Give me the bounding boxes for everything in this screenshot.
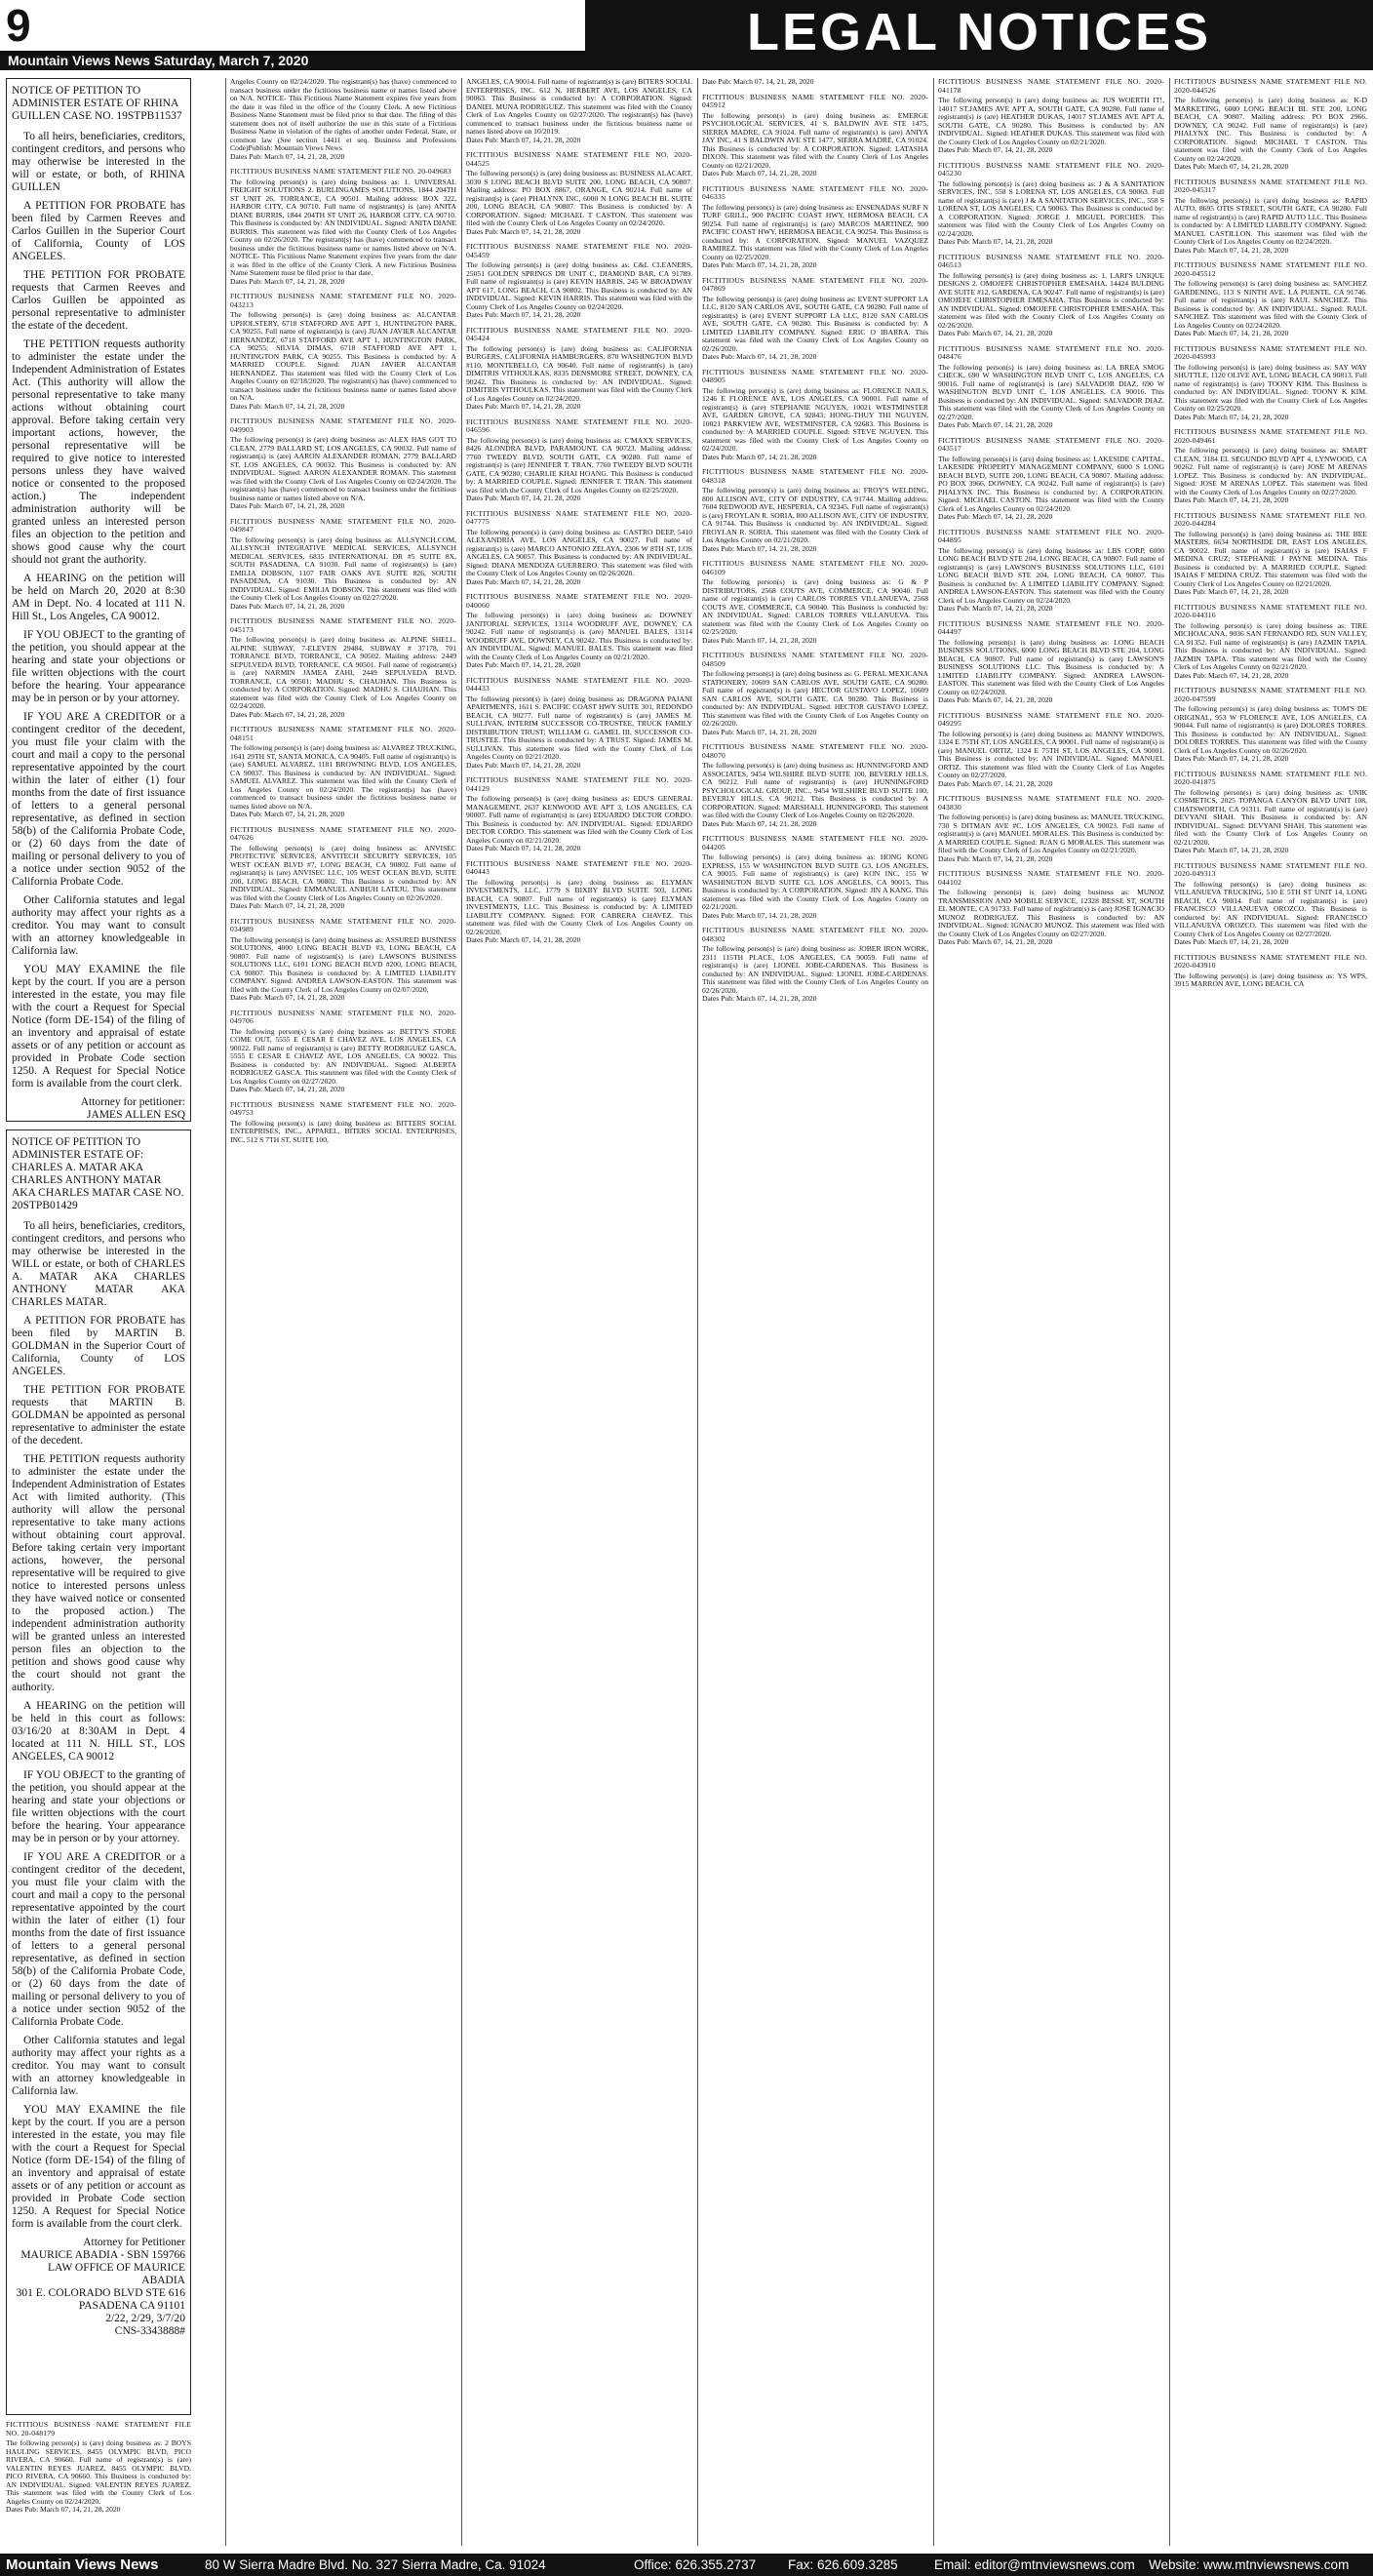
signature-line: LAW OFFICE OF MAURICE ABADIA	[47, 2262, 185, 2286]
notice-heading: FICTITIOUS BUSINESS NAME STATEMENT FILE NO. 2020-049753	[230, 1099, 456, 1117]
notice-heading: FICTITIOUS BUSINESS NAME STATEMENT FILE NO. 2020-043213	[230, 292, 456, 309]
probate-paragraph: Other California statutes and legal authority may affect your rights as a creditor. You may want to consult with an attorney knowledgeable in California law.	[12, 2035, 185, 2097]
notice-publication-dates: Dates Pub: March 07, 14, 21, 28, 2020	[1174, 412, 1289, 421]
signature-line: PASADENA CA 91101	[78, 2300, 185, 2312]
signature-line: Attorney for petitioner:	[80, 1096, 185, 1108]
footer-address: 80 W Sierra Madre Blvd. No. 327 Sierra Madre, Ca. 91024	[205, 2557, 546, 2572]
notice-body: The following person(s) is (are) doing business as: CASTRO DEEP, 5410 ALEXANDRIA AVE, LOS ANGELES, CA 90027. Full name of registrant(s) is (are) MARCO ANTONIO ZELAYA, 2306 W 8TH ST, LOS ANGELES, CA 90057. This Business is conducted by: AN INDIVIDUAL. Signed: DIANA MENDOZA GUERRERO. This statement was filed with the County Clerk of Los Angeles County on 02/26/2020.	[466, 527, 692, 577]
fbn-notice	[702, 652, 928, 736]
fbn-notice	[702, 835, 928, 920]
fbn-notice	[230, 918, 456, 1003]
notice-heading: FICTITIOUS BUSINESS NAME STATEMENT FILE NO. 2020-040060	[466, 592, 692, 610]
notice-heading: FICTITIOUS BUSINESS NAME STATEMENT FILE NO. 2020-049313	[1174, 860, 1367, 878]
notice-publication-dates: Dates Pub: March 07, 14, 21, 28, 2020	[938, 778, 1053, 788]
fbn-notice	[230, 518, 456, 612]
notice-publication-dates: Dates Pub: March 07, 14, 21, 28, 2020	[1174, 495, 1289, 504]
notice-body: The following person(s) is (are) doing business as: TOM'S DE ORIGINAL, 953 W FLORENCE AVE, LOS ANGELES, CA 90044. Full name of registrant(s) is (are) DOLORES TORRES. This Business is conducted by: AN INDIVIDUAL. Signed: DOLORES TORRES. This statement was filed with the County Clerk of Los Angeles County on 02/26/2020.	[1174, 704, 1367, 755]
notice-publication-dates: Dates Pub: March 07, 14, 21, 28, 2020	[1174, 846, 1289, 854]
fbn-notice	[938, 437, 1164, 522]
fbn-notice	[466, 677, 692, 771]
signature-line: 301 E. COLORADO BLVD STE 616	[16, 2287, 185, 2299]
signature-line: JAMES ALLEN ESQ	[87, 1109, 185, 1121]
notice-publication-dates: Dates Pub: March 07, 14, 21, 28, 2020	[938, 237, 1053, 246]
notice-heading: FICTITIOUS BUSINESS NAME STATEMENT FILE NO. 2020-049295	[938, 710, 1164, 728]
notice-publication-dates: Dates Pub: March 07, 14, 21, 28, 2020	[466, 660, 581, 669]
fbn-notice	[938, 870, 1164, 947]
notice-body: The following person(s) is (are) doing business as: ALPINE SHELL, ALPINE SUBWAY, 7-ELEVEN 29484, SUBWAY # 37178, 701 TORRANCE BLVD, TORRANCE, CA 90502. Mailing address: 2449 SEPULVEDA BLVD, TORRANCE, CA 90501. Full name of registrant(s) is (are) NARMIN JAMEA ZAHI, 2449 SEPULVEDA BLVD, TORRANCE, CA 90501; MADHU S. CHAUHAN. This Business is conducted by: A CORPORATION. Signed: MADHU S. CHAUHAN. This statement was filed with the County Clerk of Los Angeles County on 02/24/2020.	[230, 635, 456, 710]
notice-body: The following person(s) is (are) doing business as: ALCANTAR UPHOLSTERY, 6718 STAFFORD AVE APT 1, HUNTINGTON PARK, CA 90255. Full name of registrant(s) is (are) JUAN JAVIER ALCANTAR HERNANDEZ, 6718 STAFFORD AVE APT 1, HUNTINGTON PARK, CA 90255; SILVIA DIMAS, 6718 STAFFORD AVE APT 1, HUNTINGTON PARK, CA 90255. This Business is conducted by: A MARRIED COUPLE. Signed: JUAN JAVIER ALCANTAR HERNANDEZ. This statement was filed with the County Clerk of Los Angeles County on 02/18/2020. The registrant(s) has (have) commenced to transact business under the fictitious business name or names listed above on N/A.	[230, 310, 456, 402]
notice-heading: FICTITIOUS BUSINESS NAME STATEMENT FILE NO. 2020-045512	[1174, 260, 1367, 278]
fbn-notice	[938, 254, 1164, 338]
notice-body: The following person(s) is (are) doing business as: LONG BEACH BUSINESS SOLUTIONS, 6000 LONG BEACH BLVD STE 204, LONG BEACH, CA 90807. Full name of registrant(s) is (are) LAWSON'S BUSINESS SOLUTIONS LLC. This Business is conducted by: A LIMITED LIABILITY COMPANY. Signed: ANDREA LAWSON-EASTON. This statement was filed with the County Clerk of Los Angeles County on 02/24/2020.	[938, 637, 1164, 696]
notice-heading: FICTITIOUS BUSINESS NAME STATEMENT FILE NO. 2020-041875	[1174, 769, 1367, 786]
notice-publication-dates: Dates Pub: March 07, 14, 21, 28, 2020	[466, 935, 581, 944]
notice-body: The following person(s) is (are) doing business as: MUNOZ TRANSMISSION AND MOBILE SERVICE, 12328 BESSE ST, SOUTH EL MONTE, CA 91733. Full name of registrant(s) is (are) JOSE IGNACIO MUNOZ RODRIGUEZ. This Business is conducted by: AN INDIVIDUAL. Signed: IGNACIO MUNOZ. This statement was filed with the County Clerk of Los Angeles County on 02/27/2020.	[938, 888, 1164, 938]
notice-publication-dates: Dates Pub: March 07, 14, 21, 28, 2020	[702, 910, 817, 920]
notice-body: The following person(s) is (are) doing business as: BITTERS SOCIAL ENTERPRISES, INC., APPAREL, BITERS SOCIAL ENTERPRISES, INC, 512 S 7TH ST, SUITE 100,	[230, 1118, 456, 1144]
notice-publication-dates: Dates Pub: March 07, 14, 21, 28, 2020	[938, 604, 1053, 613]
notice-publication-dates: Dates Pub: March 07, 14, 21, 28, 2020	[230, 601, 345, 611]
notice-heading: FICTITIOUS BUSINESS NAME STATEMENT FILE NO. 2020-044433	[466, 675, 692, 693]
notice-list	[466, 78, 692, 945]
notice-publication-dates: Dates Pub: March 07, 14, 21, 28, 2020	[702, 818, 817, 828]
fbn-notice	[466, 776, 692, 853]
fbn-notice	[230, 1101, 456, 1145]
fbn-notice	[230, 617, 456, 719]
notice-heading: FICTITIOUS BUSINESS NAME STATEMENT FILE NO. 2020-046335	[702, 183, 928, 201]
column-5	[938, 78, 1164, 2546]
notice-body: The following person(s) is (are) doing business as: EMERGE PSYCHOLOGICAL SERVICES, 41 S. BALDWIN AVE STE 1475, SIERRA MADRE, CA 91024. Full name of registrant(s) is (are) ANIYA JAY INC, 41 S BALDWIN AVE STE 1477, SIERRA MADRE, CA 91024. This Business is conducted by: A CORPORATION. Signed: LATASHA DIXON. This statement was filed with the County Clerk of Los Angeles County on 02/21/2020.	[702, 110, 928, 170]
probate-notice-title: NOTICE OF PETITION TO ADMINISTER ESTATE OF: CHARLES A. MATAR AKA CHARLES ANTHONY MATAR AKA CHARLES MATAR CASE NO. 20STPB01429	[12, 1136, 184, 1211]
notice-body: The following person(s) is (are) doing business as: 1. LARI'S UNIQUE DESIGNS 2. OMOJEFE CHRISTOPHER EMESAHA, 14424 BULDING AVE SUITE #12, GARDENA, CA 90247. Full name of registrant(s) is (are) OMOJEFE CHRISTOPHER EMESAHA. This Business is conducted by: AN INDIVIDUAL. Signed: OMOJEFE CHRISTOPHER EMESAHA. This statement was filed with the County Clerk of Los Angeles County on 02/26/2020.	[938, 270, 1164, 330]
probate-paragraph: THE PETITION FOR PROBATE requests that Carmen Reeves and Carlos Guillen be appointed as personal representative to administer the estate of the decedent.	[12, 269, 185, 332]
fbn-notice	[230, 417, 456, 511]
notice-publication-dates: Dates Pub: March 07, 14, 21, 28, 2020	[702, 635, 817, 645]
attorney-signature	[12, 2237, 185, 2338]
column-rule	[461, 78, 462, 2546]
notice-publication-dates: Dates Pub: March 07, 14, 21, 28, 2020	[230, 276, 345, 286]
fbn-notice	[230, 293, 456, 411]
notice-publication-dates: Dates Pub: March 07, 14, 21, 28, 2020	[466, 135, 581, 144]
notice-publication-dates: Dates Pub: March 07, 14, 21, 28, 2020	[702, 260, 817, 269]
notice-list	[702, 78, 928, 1004]
fbn-notice	[938, 620, 1164, 705]
notice-heading: FICTITIOUS BUSINESS NAME STATEMENT FILE NO. 2020-046596	[466, 416, 692, 434]
signature-line: MAURICE ABADIA - SBN 159766	[20, 2249, 185, 2261]
footer-bar	[0, 2554, 1373, 2576]
notice-body: The following person(s) is (are) doing business as: SAY WAY SHUTTLE, 1120 OLIVE AVE, LONG BEACH, CA 90813. Full name of registrant(s) is (are) TOONY KIM. This Business is conducted by: AN INDIVIDUAL. Signed: TOONY K KIM. This statement was filed with the County Clerk of Los Angeles County on 02/25/2020.	[1174, 362, 1367, 413]
notice-body: The following person(s) is (are) doing business as: EDU'S GENERAL MANAGEMENT, 2637 KENWOOD AVE APT 3, LOS ANGELES, CA 90007. Full name of registrant(s) is (are) EDUARDO DECTOR CORDO. This Business is conducted by: AN INDIVIDUAL. Signed: EDUARDO DECTOR CORDO. This statement was filed with the County Clerk of Los Angeles County on 02/21/2020.	[466, 794, 692, 845]
notice-publication-dates: Dates Pub: March 07, 14, 21, 28, 2020	[230, 901, 345, 910]
fbn-notice	[702, 185, 928, 270]
probate-notice-title: NOTICE OF PETITION TO ADMINISTER ESTATE OF RHINA GUILLEN CASE NO. 19STPB11537	[12, 85, 182, 122]
fbn-notice	[1174, 954, 1367, 989]
fbn-notice	[1174, 78, 1367, 172]
notice-heading: FICTITIOUS BUSINESS NAME STATEMENT FILE NO. 2020-044284	[1174, 510, 1367, 528]
probate-notice-guillen	[6, 78, 191, 1122]
fbn-notice	[6, 2421, 191, 2515]
notice-body: The following person(s) is (are) doing business as: JOBER IRON WORK, 2311 115TH PLACE, LOS ANGELES, CA 90059. Full name of registrant(s) is (are) LIONEL JOBE-CARDENAS. This Business is conducted by: AN INDIVIDUAL. Signed: LIONEL JOBE-CARDENAS. This statement was filed with the County Clerk of Los Angeles County on 02/26/2020.	[702, 944, 928, 995]
notice-heading: FICTITIOUS BUSINESS NAME STATEMENT FILE NO. 2020-049903	[230, 416, 456, 434]
notice-body: The following person(s) is (are) doing business as: LBS CORP, 6000 LONG BEACH BLVD STE 204, LONG BEACH, CA 90807. Full name of registrant(s) is (are) LAWSON'S BUSINESS SOLUTIONS LLC, 6101 LONG BEACH BLVD STE 204, LONG BEACH, CA 90807. This Business is conducted by: A LIMITED LIABILITY COMPANY. Signed: ANDREA LAWSON-EASTON. This statement was filed with the County Clerk of Los Angeles County on 02/24/2020.	[938, 545, 1164, 605]
notice-heading: FICTITIOUS BUSINESS NAME STATEMENT FILE NO. 2020-048509	[702, 651, 928, 668]
page-number: 9	[6, 0, 31, 51]
notice-body: The following person(s) is (are) doing business as: JUS WOERTH IT!, 14017 ST.JAMES AVE APT A, SOUTH GATE, CA 90280. Full name of registrant(s) is (are) HEATHER DUKAS, 14017 ST.JAMES AVE APT A, SOUTH GATE, CA 90280. This Business is conducted by: AN INDIVIDUAL. Signed: HEATHER DUKAS. This statement was filed with the County Clerk of Los Angeles County on 02/21/2020.	[938, 96, 1164, 146]
fbn-notice	[466, 510, 692, 587]
probate-paragraph: YOU MAY EXAMINE the file kept by the court. If you are a person interested in the estate, you may file with the court a Request for Special Notice (form DE-154) of the filing of an inventory and appraisal of estate assets or of any petition or account as provided in Probate Code section 1250. A Request for Special Notice form is available from the court clerk.	[12, 2104, 185, 2230]
fbn-notice	[466, 418, 692, 503]
notice-publication-dates: Dates Pub: March 07, 14, 21, 28, 2020	[938, 512, 1053, 521]
probate-paragraph: To all heirs, beneficiaries, creditors, contingent creditors, and persons who may otherwise be interested in the WILL or estate, or both of CHARLES A. MATAR AKA CHARLES ANTHONY MATAR AKA CHARLES MATAR.	[12, 1220, 185, 1308]
fbn-notice	[938, 795, 1164, 863]
probate-paragraph: IF YOU ARE A CREDITOR or a contingent creditor of the decedent, you must file your claim with the court and mail a copy to the personal representative appointed by the court within the later of either (1) four months from the date of first issuance of letters to a general personal representative, as defined in section 58(b) of the California Probate Code, or (2) 60 days from the date of mailing or personal delivery to you of a notice under section 9052 of the California Probate Code.	[12, 711, 185, 888]
notice-publication-dates: Dates Pub: March 07, 14, 21, 28, 2020	[6, 2505, 121, 2514]
notice-list	[1174, 78, 1367, 989]
notice-publication-dates: Dates Pub: March 07, 14, 21, 28, 2020	[938, 329, 1053, 337]
notice-body: The following person(s) is (are) doing business as: VILLANUEVA TRUCKING, 510 E 5TH ST UNIT 14, LONG BEACH, CA 90814. Full name of registrant(s) is (are) FRANCISCO VILLANUEVA OROZCO. This Business is conducted by: AN INDIVIDUAL. Signed: FRANCISCO VILLANUEVA OROZCO. This statement was filed with the County Clerk of Los Angeles County on 02/27/2020.	[1174, 879, 1367, 938]
notice-body: The following person(s) is (are) doing business as: YS WPS, 3915 MARRON AVE, LONG BEACH, CA	[1174, 971, 1367, 988]
probate-paragraph: IF YOU OBJECT to the granting of the petition, you should appear at the hearing and state your objections or file written objections with the court before the hearing. Your appearance may be in person or by your attorney.	[12, 1769, 185, 1844]
fbn-notice	[230, 726, 456, 819]
column-4	[702, 78, 928, 2546]
fbn-notice	[230, 168, 456, 286]
fbn-notice	[1174, 345, 1367, 422]
column-6	[1174, 78, 1367, 2546]
notice-heading: FICTITIOUS BUSINESS NAME STATEMENT FILE NO. 2020-048476	[938, 343, 1164, 361]
notice-body: The following person(s) is (are) doing business as: DRAGONA PAJANI APARTMENTS, 1611 S. PACIFIC COAST HWY SUITE 301, REDONDO BEACH, CA 90277. Full name of registrant(s) is (are) JAMES M. SULLIVAN, INTERIM SUCCESSOR CO-TRUSTEE, TRUCK FAMILY DISTRIBUTION TRUST; WILLIAM G. GAMEL III, SUCCESSOR CO-TRUSTEE. This Business is conducted by: A TRUST. Signed: JAMES M. SULLIVAN. This statement was filed with the County Clerk of Los Angeles County on 02/21/2020.	[466, 694, 692, 761]
notice-body: The following person(s) is (are) doing business as: SMART CLEAN, 3184 EL SEGUNDO BLVD APT 4, LYNWOOD, CA 90262. Full name of registrant(s) is (are) JOSE M ARENAS LOPEZ. This Business is conducted by: AN INDIVIDUAL. Signed: JOSE M ARENAS LOPEZ. This statement was filed with the County Clerk of Los Angeles County on 02/27/2020.	[1174, 446, 1367, 496]
footer-website[interactable]: Website: www.mtnviewsnews.com	[1149, 2557, 1350, 2572]
probate-paragraph: IF YOU ARE A CREDITOR or a contingent creditor of the decedent, you must file your claim with the court and mail a copy to the personal representative appointed by the court within the later of either (1) four months from the date of first issuance of letters to a general personal representative, as defined in section 58(b) of the California Probate Code, or (2) 60 days from the date of mailing or personal delivery to you of a notice under section 9052 of the California Probate Code.	[12, 1851, 185, 2028]
notice-publication-dates: Dates Pub: March 07, 14, 21, 28, 2020	[1174, 329, 1289, 337]
fbn-notice	[466, 327, 692, 412]
notice-body: The following person(s) is (are) doing business as: HUNNINGFORD AND ASSOCIATES, 9454 WILSHIRE BLVD SUITE 100, BEVERLY HILLS, CA 90212. Full name of registrant(s) is (are) HUNNINGFORD PSYCHOLOGICAL GROUP, INC., 9454 WILSHIRE BLVD SUITE 100, BEVERLY HILLS, CA 90212. This Business is conducted by: A CORPORATION. Signed: MARSHALL HUNNINGFORD. This statement was filed with the County Clerk of Los Angeles County on 02/26/2020.	[702, 761, 928, 819]
signature-line: Attorney for Petitioner	[83, 2237, 185, 2248]
notice-heading: FICTITIOUS BUSINESS NAME STATEMENT FILE NO. 2020-046513	[938, 252, 1164, 269]
notice-heading: FICTITIOUS BUSINESS NAME STATEMENT FILE NO. 2020-046109	[702, 559, 928, 576]
probate-paragraph: YOU MAY EXAMINE the file kept by the court. If you are a person interested in the estate, you may file with the court a Request for Special Notice (form DE-154) of the filing of an inventory and appraisal of estate assets or of any petition or account as provided in Probate Code section 1250. A Request for Special Notice form is available from the court clerk.	[12, 964, 185, 1090]
fbn-notice	[702, 277, 928, 362]
notice-heading: FICTITIOUS BUSINESS NAME STATEMENT FILE NO. 2020-041178	[938, 78, 1164, 95]
notice-heading: FICTITIOUS BUSINESS NAME STATEMENT FILE NO. 2020-044102	[938, 869, 1164, 887]
notice-publication-dates: Dates Pub: March 07, 14, 21, 28, 2020	[230, 501, 345, 510]
probate-paragraph: A HEARING on the petition will be held in this court as follows: 03/16/20 at 8:30AM in Dept. 4 located at 111 N. HILL ST., LOS ANGELES, CA 90012	[12, 1700, 185, 1763]
notice-publication-dates: Dates Pub: March 07, 14, 21, 28, 2020	[702, 543, 817, 553]
notice-publication-dates: Dates Pub: March 07, 14, 21, 28, 2020	[466, 844, 581, 852]
notice-body: The following person(s) is (are) doing business as: SANCHEZ GARDENING, 113 S NINTH AVE, LA PUENTE, CA 91746. Full name of registrant(s) is (are) RAUL SANCHEZ. This Business is conducted by: AN INDIVIDUAL. Signed: RAUL SANCHEZ. This statement was filed with the County Clerk of Los Angeles County on 02/24/2020.	[1174, 279, 1367, 330]
notice-body: The following person(s) is (are) doing business as: LAKESIDE CAPITAL, LAKESIDE PROPERTY MANAGEMENT COMPANY, 6000 S LONG BEACH BLVD, SUITE 200, LONG BEACH, CA 90807. Mailing address: PO BOX 3966, DOWNEY, CA 90242. Full name of registrant(s) is (are) PHALYNX INC. This Business is conducted by: A CORPORATION. Signed: MICHAEL CASTON. This statement was filed with the County Clerk of Los Angeles County on 02/24/2020.	[938, 454, 1164, 513]
notice-body: The following person(s) is (are) doing business as: K-D MARKETING, 6000 LONG BEACH BL STE 200, LONG BEACH, CA 90807. Mailing address: PO BOX 2966, DOWNEY, CA 90242. Full name of registrant(s) is (are) PHALYNX INC. This Business is conducted by: A CORPORATION. Signed: MICHAEL T CASTON. This statement was filed with the County Clerk of Los Angeles County on 02/24/2020.	[1174, 96, 1367, 163]
notice-body: The following person(s) is (are) doing business as: LA BREA SMOG CHECK, 690 W WASHINGTON BLVD UNIT C, LOS ANGELES, CA 90016. Full name of registrant(s) is (are) SALVADOR DIAZ, 690 W WASHINGTON BLVD UNIT C, LOS ANGELES, CA 90016. This Business is conducted by: AN INDIVIDUAL. Signed: SALVADOR DIAZ. This statement was filed with the County Clerk of Los Angeles County on 02/27/2020.	[938, 362, 1164, 421]
notice-body: The following person(s) is (are) doing business as: MANNY WINDOWS, 1324 E 75TH ST, LOS ANGELES, CA 90001. Full name of registrant(s) is (are) MANUEL ORTIZ, 1324 E 75TH ST, LOS ANGELES, CA 90001. This Business is conducted by: AN INDIVIDUAL. Signed: MANUEL ORTIZ. This statement was filed with the County Clerk of Los Angeles County on 02/27/2020.	[938, 729, 1164, 779]
fbn-notice	[466, 78, 692, 144]
fbn-notice	[230, 826, 456, 911]
notice-heading: FICTITIOUS BUSINESS NAME STATEMENT FILE NO. 2020-048302	[702, 926, 928, 943]
notice-body: The following person(s) is (are) doing business as: FROY'S WELDING, 800 ALLISON AVE, CITY OF INDUSTRY, CA 91744. Mailing address: 7604 REDWOOD AVE, HESPERIA, CA 92345. Full name of registrant(s) is (are) FROYLAN R. SORIA, 800 ALLISON AVE, CITY OF INDUSTRY, CA 91744. This Business is conducted by: AN INDIVIDUAL. Signed: FROYLAN R. SORIA. This statement was filed with the County Clerk of Los Angeles County on 02/21/2020.	[702, 486, 928, 544]
notice-heading: FICTITIOUS BUSINESS NAME STATEMENT FILE NO. 2020-043910	[1174, 952, 1367, 970]
fbn-notice	[938, 345, 1164, 430]
fbn-notice	[702, 927, 928, 1004]
notice-publication-dates: Dates Pub: March 07, 14, 21, 28, 2020	[1174, 937, 1289, 946]
notice-publication-dates: Dates Pub: March 07, 14, 21, 28, 2020	[466, 402, 581, 411]
notice-publication-dates: Dates Pub: March 07, 14, 21, 28, 2020	[702, 352, 817, 361]
probate-paragraph: THE PETITION FOR PROBATE requests that MARTIN B. GOLDMAN be appointed as personal representative to administer the estate of the decedent.	[12, 1384, 185, 1447]
notice-publication-dates: Dates Pub: March 07, 14, 21, 28, 2020	[1174, 162, 1289, 171]
notice-heading: FICTITIOUS BUSINESS NAME STATEMENT FILE NO. 2020-045173	[230, 616, 456, 634]
notice-heading: FICTITIOUS BUSINESS NAME STATEMENT FILE NO. 2020-043517	[938, 435, 1164, 453]
notice-publication-dates: Dates Pub: March 07, 14, 21, 28, 2020	[466, 760, 581, 770]
column-2	[230, 78, 456, 2546]
notice-publication-dates: Dates Pub: March 07, 14, 21, 28, 2020	[466, 226, 581, 236]
notice-heading: FICTITIOUS BUSINESS NAME STATEMENT FILE NO. 2020-045993	[1174, 343, 1367, 361]
section-title: LEGAL NOTICES	[746, 3, 1212, 61]
footer-office-phone: Office: 626.355.2737	[634, 2557, 757, 2572]
notice-heading: FICTITIOUS BUSINESS NAME STATEMENT FILE NO. 2020-047599	[1174, 686, 1367, 703]
fbn-notice	[466, 860, 692, 945]
notice-body: ANGELES, CA 90014. Full name of registrant(s) is (are) BITERS SOCIAL ENTERPRISES, INC. 612 N. HERBERT AVE, LOS ANGELES, CA 90063. This Business is conducted by: A CORPORATION. Signed: DANIEL MUNA RODRIGUEZ. This statement was filed with the County Clerk of Los Angeles County on 02/27/2020. The registrant(s) has (have) commenced to transact business under the fictitious business name or names listed above on 10/2019.	[466, 78, 692, 136]
notice-publication-dates: Dates Pub: March 07, 14, 21, 28, 2020	[938, 695, 1053, 704]
notice-heading: FICTITIOUS BUSINESS NAME STATEMENT FILE NO. 2020-044316	[1174, 602, 1367, 619]
notice-body: The following person(s) is (are) doing business as: ENSENADAS SURF N TURF GRILL, 900 PACIFIC COAST HWY, HERMOSA BEACH, CA 90254. Full name of registrant(s) is (are) MARCOS MARTINEZ, 900 PACIFIC COAST HWY, HERMOSA BEACH, CA 90254. This Business is conducted by: A CORPORATION. Signed: MANUEL VAZQUEZ RAMIREZ. This statement was filed with the County Clerk of Los Angeles County on 02/25/2020.	[702, 202, 928, 261]
notice-body: The following person(s) is (are) doing business as: CALIFORNIA BURGERS, CALIFORNIA HAMBURGERS, 870 WASHINGTON BLVD #110, MONTEBELLO, CA 90640. Full name of registrant(s) is (are) DIMITRIS VITHOULKAS, 8335 DENSMORE STREET, DOWNEY, CA 90242. This Business is conducted by: AN INDIVIDUAL. Signed: DIMITRIS VITHOULKAS. This statement was filed with the County Clerk of Los Angeles County on 02/24/2020.	[466, 343, 692, 403]
probate-notice-matar	[6, 1129, 191, 2415]
notice-publication-dates: Dates Pub: March 07, 14, 21, 28, 2020	[1174, 754, 1289, 763]
fbn-notice	[938, 162, 1164, 247]
fbn-notice	[938, 712, 1164, 789]
notice-body: The following person(s) is (are) doing business as: J & A SANITATION SERVICES, INC, 558 S LORENA ST, LOS ANGELES, CA 90063. Full name of registrant(s) is (are) J & A SANITATION SERVICES, INC., 558 S LORENA ST, LOS ANGELES, CA 90063. This Business is conducted by: A CORPORATION. Signed: JORGE J. MIGUEL PORCHES. This statement was filed with the County Clerk of Los Angeles County on 02/24/2020.	[938, 178, 1164, 238]
notice-heading: FICTITIOUS BUSINESS NAME STATEMENT FILE NO. 2020-048070	[702, 742, 928, 760]
probate-paragraph: THE PETITION requests authority to administer the estate under the Independent Administration of Estates Act. (This authority will allow the personal representative to take many actions without obtaining court approval. Before taking certain very important actions, however, the personal representative will be required to give notice to interested persons unless they have waived notice or consented to the proposed action.) The independent administration authority will be granted unless an interested person files an objection to the petition and shows good cause why the court should not grant the authority.	[12, 338, 185, 566]
notice-heading: FICTITIOUS BUSINESS NAME STATEMENT FILE NO. 2020-044525	[466, 150, 692, 168]
notice-publication-dates: Dates Pub: March 07, 14, 21, 28, 2020	[230, 810, 345, 818]
fbn-notice	[1174, 178, 1367, 256]
notice-heading: FICTITIOUS BUSINESS NAME STATEMENT FILE NO. 2020-049847	[230, 516, 456, 534]
notice-publication-dates: Dates Pub: March 07, 14, 21, 28, 2020	[938, 853, 1053, 863]
notice-body: The following person(s) is (are) doing business as: EVENT SUPPORT LA LLC, 8120 SAN CARLOS AVE, SOUTH GATE, CA 90280. Full name of registrant(s) is (are) EVENT SUPPORT LA LLC, 8120 SAN CARLOS AVE, SOUTH GATE, CA 90280. This Business is conducted by: A LIMITED LIABILITY COMPANY. Signed: ERIC O IBARRA. This statement was filed with the County Clerk of Los Angeles County on 02/26/2020.	[702, 294, 928, 353]
notice-body: The following person(s) is (are) doing business as: ALEX HAS GOT TO CLEAN, 2779 BALLARD ST, LOS ANGELES, CA 90032. Full name of registrant(s) is (are) AARON ALEXANDER ROMAN, 2779 BALLARD ST, LOS ANGELES, CA 90032. This Business is conducted by: AN INDIVIDUAL. Signed: AARON ALEXANDER ROMAN. This statement was filed with the County Clerk of Los Angeles County on 02/24/2020. The registrant(s) has (have) commenced to transact business under the fictitious business name or names listed above on N/A.	[230, 435, 456, 502]
probate-paragraph: Other California statutes and legal authority may affect your rights as a creditor. You may want to consult with an attorney knowledgeable in California law.	[12, 894, 185, 957]
notice-body: The following person(s) is (are) doing business as: ALVAREZ TRUCKING, 1641 29TH ST, SANTA MONICA, CA 90405. Full name of registrant(s) is (are) SAMUEL ALVAREZ, 1181 BROWNING BLVD, LOS ANGELES, CA 90037. This Business is conducted by: AN INDIVIDUAL. Signed: SAMUEL ALVAREZ. This statement was filed with the County Clerk of Los Angeles County on 02/24/2020. The registrant(s) has (have) commenced to transact business under the fictitious business name or names listed above on N/A.	[230, 743, 456, 811]
notice-body: The following person(s) is (are) doing business as: TIRE MICHOACANA, 9036 SAN FERNANDO RD, SUN VALLEY, CA 91352. Full name of registrant(s) is (are) JAZMIN TAPIA. This Business is conducted by: AN INDIVIDUAL. Signed: JAZMIN TAPIA. This statement was filed with the County Clerk of Los Angeles County on 02/21/2020.	[1174, 620, 1367, 671]
column-1	[6, 78, 191, 2546]
fbn-notice	[1174, 687, 1367, 764]
column-3	[466, 78, 692, 2546]
notice-heading: FICTITIOUS BUSINESS NAME STATEMENT FILE NO. 2020-044526	[1174, 78, 1367, 95]
notice-body: The following person(s) is (are) doing business as: G. PERAL MEXICANA STATIONERY, 10609 SAN CARLOS AVE, SOUTH GATE, CA 90280. Full name of registrant(s) is (are) HECTOR GUSTAVO LOPEZ, 10609 SAN CARLOS AVE, SOUTH GATE, CA 90280. This Business is conducted by: AN INDIVIDUAL. Signed: HECTOR GUSTAVO LOPEZ. This statement was filed with the County Clerk of Los Angeles County on 02/26/2020.	[702, 669, 928, 728]
notice-heading: FICTITIOUS BUSINESS NAME STATEMENT FILE NO. 2020-049461	[1174, 427, 1367, 445]
fbn-notice	[466, 151, 692, 236]
notice-heading: FICTITIOUS BUSINESS NAME STATEMENT FILE NO. 2020-044129	[466, 775, 692, 793]
probate-paragraph: THE PETITION requests authority to administer the estate under the Independent Administration of Estates Act with limited authority. (This authority will allow the personal representative to take many actions without obtaining court approval. Before taking certain very important actions, however, the personal representative will be required to give notice to interested persons unless they have waived notice or consented to the proposed action.) The independent administration authority will be granted unless an interested person files an objection to the petition and shows good cause why the court should not grant the authority.	[12, 1453, 185, 1693]
notice-body: The following person(s) is (are) doing business as: FLORENCE NAILS, 1246 E FLORENCE AVE, LOS ANGELES, CA 90001. Full name of registrant(s) is (are) STEPHANIE NGUYEN, 10021 WESTMINSTER AVE, GARDEN GROVE, CA 92843; HONG-THUY THI NGUYEN, 10021 PARKVIEW AVE, WESTMINSTER, CA 92683. This Business is conducted by: A MARRIED COUPLE. Signed: STEVE NGUYEN. This statement was filed with the County Clerk of Los Angeles County on 02/24/2020.	[702, 385, 928, 453]
notice-publication-dates: Dates Pub: March 07, 14, 21, 28, 2020	[1174, 670, 1289, 680]
notice-publication-dates: Dates Pub: March 07, 14, 21, 28, 2020	[466, 576, 581, 586]
notice-publication-dates: Dates Pub: March 07, 14, 21, 28, 2020	[938, 420, 1053, 429]
notice-publication-dates: Dates Pub: March 07, 14, 21, 28, 2020	[230, 401, 345, 411]
notice-publication-dates: Dates Pub: March 07, 14, 21, 28, 2020	[230, 993, 345, 1002]
notice-publication-dates: Dates Pub: March 07, 14, 21, 28, 2020	[938, 145, 1053, 154]
probate-notice-body	[12, 1220, 185, 2231]
notice-body: The following person(s) is (are) doing business as: 1. UNIVERSAL FREIGHT SOLUTIONS 2. BURLINGAMES SOLUTIONS, 1844 204TH ST UNIT 26, TORRANCE, CA 90501. Mailing address: BOX 322, HARBOR CITY, CA 90710. Full name of registrant(s) is (are) ANITA DIANE BURRIS, 1844 204TH ST UNIT 26, HARBOR CITY, CA 90710. This Business is conducted by: AN INDIVIDUAL. Signed: ANITA DIANE BURRIS. This statement was filed with the County Clerk of Los Angeles County on 02/26/2020. The registrant(s) has (have) commenced to transact business under the fictitious business name or names listed above on N/A. NOTICE- This Fictitious Name Statement expires five years from the date it was filed in the office of the County Clerk. A new Fictitious Business Name Statement must be filed prior to that date.	[230, 177, 456, 277]
notice-publication-dates: Dates Pub: March 07, 14, 21, 28, 2020	[230, 151, 345, 161]
notice-body: Angeles County on 02/24/2020. The registrant(s) has (have) commenced to transact business under the fictitious business name or names listed above on N/A. NOTICE- This Fictitious Name Statement expires five years from the date it was filed in the office of the County Clerk. A new Fictitious Business Name Statement must be filed prior to that date. The filing of this statement does not of itself authorize the use in this state of a Fictitious Business Name in violation of the rights of another under Federal, State, or common law (See section 14411 et seq. Business and Professions Code)Publish: Mountain Views News	[230, 78, 456, 152]
notice-heading: FICTITIOUS BUSINESS NAME STATEMENT FILE NO. 2020-044895	[938, 527, 1164, 544]
notice-list	[938, 78, 1164, 947]
column-rule	[1169, 78, 1170, 2546]
fbn-notice	[1174, 604, 1367, 681]
notice-heading: FICTITIOUS BUSINESS NAME STATEMENT FILE NO. 20-049683	[230, 167, 451, 176]
column-rule	[697, 78, 698, 2546]
notice-publication-dates: Dates Pub: March 07, 14, 21, 28, 2020	[230, 709, 345, 719]
notice-publication-dates: Dates Pub: March 07, 14, 21, 28, 2020	[938, 937, 1053, 946]
notice-body: The following person(s) is (are) doing business as: THE BEE MASTERS, 6634 NORTHSIDE DR, EAST LOS ANGELES, CA 90022. Full name of registrant(s) is (are) ISAIAS F MEDINA CRUZ; STEPHANIE J PAYNE MEDINA. This Business is conducted by: A MARRIED COUPLE. Signed: ISAIAS F MEDINA CRUZ. This statement was filed with the County Clerk of Los Angeles County on 02/21/2020.	[1174, 529, 1367, 588]
probate-paragraph: IF YOU OBJECT to the granting of the petition, you should appear at the hearing and state your objections or file written objections with the court before the hearing. Your appearance may be in person or by your attorney.	[12, 629, 185, 704]
notice-body: The following person(s) is (are) doing business as: RAPID AUTO, 8695 OTIS STREET, SOUTH GATE, CA 90280. Full name of registrant(s) is (are) RAPID AUTO LLC. This Business is conducted by: A LIMITED LIABILITY COMPANY. Signed: MANUEL CASTILLON. This statement was filed with the County Clerk of Los Angeles County on 02/24/2020.	[1174, 195, 1367, 246]
notice-body: The following person(s) is (are) doing business as: ASSURED BUSINESS SOLUTIONS, 4000 LONG BEACH BLVD #3, LONG BEACH, CA 90807. Full name of registrant(s) is (are) LAWSON'S BUSINESS SOLUTIONS LLC, 6101 LONG BEACH BLVD #200, LONG BEACH, CA 90807. This Business is conducted by: A LIMITED LIABILITY COMPANY. Signed: ANDREA LAWSON-EASTON. This statement was filed with the County Clerk of Los Angeles County on 02/07/2020.	[230, 934, 456, 994]
notice-heading: FICTITIOUS BUSINESS NAME STATEMENT FILE NO. 2020-045230	[938, 160, 1164, 178]
fbn-notice	[466, 243, 692, 320]
notice-heading: FICTITIOUS BUSINESS NAME STATEMENT FILE NO. 2020-048318	[702, 467, 928, 485]
fbn-notice	[702, 560, 928, 645]
notice-publication-dates: Dates Pub: March 07, 14, 21, 28, 2020	[1174, 587, 1289, 596]
notice-heading: FICTITIOUS BUSINESS NAME STATEMENT FILE NO. 2020-034989	[230, 916, 456, 933]
notice-body: The following person(s) is (are) doing business as: UNIK COSMETICS, 2025 TOPANGA CANYON BLVD UNIT 108, CHATSWORTH, CA 91311. Full name of registrant(s) is (are) DEVYANI SHAH. This Business is conducted by: AN INDIVIDUAL. Signed: DEVYANI SHAH. This statement was filed with the County Clerk of Los Angeles County on 02/21/2020.	[1174, 787, 1367, 847]
notice-publication-dates: Dates Pub: March 07, 14, 21, 28, 2020	[702, 452, 817, 461]
notice-list	[6, 2421, 191, 2521]
fbn-notice	[702, 369, 928, 462]
fbn-notice	[1174, 261, 1367, 338]
probate-paragraph: A PETITION FOR PROBATE has been filed by Carmen Reeves and Carlos Guillen in the Superior Court of California, County of LOS ANGELES.	[12, 200, 185, 262]
probate-paragraph: A PETITION FOR PROBATE has been filed by MARTIN B. GOLDMAN in the Superior Court of California, County of LOS ANGELES.	[12, 1315, 185, 1377]
notice-body: Date Pub: March 07, 14, 21, 28, 2020	[702, 78, 814, 86]
notice-body: The following person(s) is (are) doing business as: ALLSYNCH.COM, ALLSYNCH INTEGRATIVE MEDICAL SERVICES, ALLSYNCH MEDICAL SERVICES, 6835 INTERNATIONAL DR #5 SUITE 8X, SOUTH PASADENA, CA 91030. Full name of registrant(s) is (are) EMILIA DOBSON, 1107 FAIR OAKS AVE SUITE 826, SOUTH PASADENA, CA 91030. This Business is conducted by: AN INDIVIDUAL. Signed: EMILIA DOBSON. This statement was filed with the County Clerk of Los Angeles County on 02/27/2020.	[230, 535, 456, 602]
notice-list	[230, 78, 456, 1144]
footer-fax: Fax: 626.609.3285	[788, 2557, 898, 2572]
fbn-notice	[1174, 428, 1367, 505]
notice-publication-dates: Dates Pub: March 07, 14, 21, 28, 2020	[702, 994, 817, 1003]
footer-paper-name: Mountain Views News	[6, 2556, 159, 2573]
signature-line: 2/22, 2/29, 3/7/20	[105, 2313, 185, 2324]
notice-publication-dates: Dates Pub: March 07, 14, 21, 28, 2020	[702, 727, 817, 736]
probate-paragraph: A HEARING on the petition will be held on March 20, 2020 at 8:30 AM in Dept. No. 4 located at 111 N. Hill St., Los Angeles, CA 90012.	[12, 573, 185, 622]
fbn-notice	[938, 529, 1164, 614]
notice-heading: FICTITIOUS BUSINESS NAME STATEMENT FILE NO. 2020-045912	[702, 92, 928, 109]
notice-publication-dates: Dates Pub: March 07, 14, 21, 28, 2020	[1174, 245, 1289, 255]
notice-heading: FICTITIOUS BUSINESS NAME STATEMENT FILE NO. 2020-047626	[230, 824, 456, 842]
fbn-notice	[1174, 771, 1367, 855]
fbn-notice	[938, 78, 1164, 155]
notice-body: The following person(s) is (are) doing business as: DOWNEY JANITORIAL SERVICES, 13114 WOODRUFF AVE, DOWNEY, CA 90242. Full name of registrant(s) is (are) MANUEL BALES, 13114 WOODRUFF AVE, DOWNEY, CA 90242. This Business is conducted by: AN INDIVIDUAL. Signed: MANUEL BALES. This statement was filed with the County Clerk of Los Angeles County on 02/21/2020.	[466, 611, 692, 661]
notice-heading: FICTITIOUS BUSINESS NAME STATEMENT FILE NO. 2020-048151	[230, 725, 456, 742]
notice-heading: FICTITIOUS BUSINESS NAME STATEMENT FILE NO. 2020-045459	[466, 242, 692, 259]
notice-publication-dates: Dates Pub: March 07, 14, 21, 28, 2020	[466, 494, 581, 502]
notice-publication-dates: Dates Pub: March 07, 14, 21, 28, 2020	[466, 310, 581, 319]
notice-body: The following person(s) is (are) doing business as: G & P DISTRIBUTORS, 2568 COUTS AVE, COMMERCE, CA 90040. Full name of registrant(s) is (are) CARLOS TORRES VILLANUEVA, 2568 COUTS AVE, COMMERCE, CA 90040. This Business is conducted by: AN INDIVIDUAL. Signed: CARLOS TORRES VILLANUEVA. This statement was filed with the County Clerk of Los Angeles County on 02/25/2020.	[702, 577, 928, 636]
notice-body: The following person(s) is (are) doing business as: MANUEL TRUCKING, 730 S DITMAN AVE #C, LOS ANGELES, CA 90023. Full name of registrant(s) is (are) MANUEL MORALES. This Business is conducted by: A MARRIED COUPLE. Signed: JUAN G MORALES. This statement was filed with the County Clerk of Los Angeles County on 02/21/2020.	[938, 812, 1164, 854]
footer-email[interactable]: Email: editor@mtnviewsnews.com	[934, 2557, 1135, 2572]
fbn-notice	[1174, 862, 1367, 947]
notice-heading: FICTITIOUS BUSINESS NAME STATEMENT FILE NO. 20-048179	[6, 2420, 191, 2437]
notice-body: The following person(s) is (are) doing business as: ELYMAN INVESTMENTS, LLC, 1779 S BIXBY BLVD SUITE 503, LONG BEACH, CA 90807. Full name of registrant(s) is (are) ELYMAN INVESTMENTS, LLC. This Business is conducted by: A LIMITED LIABILITY COMPANY. Signed: FOR CABRERA CHAVEZ. This statement was filed with the County Clerk of Los Angeles County on 02/26/2020.	[466, 877, 692, 936]
notice-body: The following person(s) is (are) doing business as: HONG KONG EXPRESS, 155 W WASHINGTON BLVD SUITE G3, LOS ANGELES, CA 90015. Full name of registrant(s) is (are) KON INC, 155 W WASHINGTON BLVD SUITE G3, LOS ANGELES, CA 90015. This Business is conducted by: A CORPORATION. Signed: JIN A KANG. This statement was filed with the County Clerk of Los Angeles County on 02/21/2020.	[702, 852, 928, 911]
notice-heading: FICTITIOUS BUSINESS NAME STATEMENT FILE NO. 2020-048905	[702, 367, 928, 384]
probate-paragraph: To all heirs, beneficiaries, creditors, contingent creditors, and persons who may otherwise be interested in the will or estate, or both, of RHINA GUILLEN	[12, 131, 185, 193]
notice-heading: FICTITIOUS BUSINESS NAME STATEMENT FILE NO. 2020-045317	[1174, 177, 1367, 194]
probate-notice-body	[12, 131, 185, 1090]
notice-heading: FICTITIOUS BUSINESS NAME STATEMENT FILE NO. 2020-047869	[702, 275, 928, 293]
notice-body: The following person(s) is (are) doing business as: 2 BOYS HAULING SERVICES, 8455 OLYMPIC BLVD, PICO RIVERA, CA 90660. Full name of registrant(s) is (are) VALENTIN REYES JUAREZ, 8455 OLYMPIC BLVD, PICO RIVERA, CA 90660. This Business is conducted by: AN INDIVIDUAL. Signed: VALENTIN REYES JUAREZ. This statement was filed with the County Clerk of Los Angeles County on 02/24/2020.	[6, 2438, 191, 2506]
fbn-notice	[1174, 512, 1367, 597]
notice-heading: FICTITIOUS BUSINESS NAME STATEMENT FILE NO. 2020-044205	[702, 834, 928, 852]
fbn-notice	[466, 593, 692, 670]
notice-heading: FICTITIOUS BUSINESS NAME STATEMENT FILE NO. 2020-049706	[230, 1008, 456, 1025]
notice-body: The following person(s) is (are) doing business as: C&L CLEANERS, 25051 GOLDEN SPRINGS DR UNIT C, DIAMOND BAR, CA 91789. Full name of registrant(s) is (are) KEVIN HARRIS, 245 W BROADWAY APT 617, LONG BEACH, CA 90802. This Business is conducted by: AN INDIVIDUAL. Signed: KEVIN HARRIS. This statement was filed with the County Clerk of Los Angeles County on 02/24/2020.	[466, 260, 692, 311]
notice-heading: FICTITIOUS BUSINESS NAME STATEMENT FILE NO. 2020-043830	[938, 794, 1164, 812]
notice-heading: FICTITIOUS BUSINESS NAME STATEMENT FILE NO. 2020-047775	[466, 508, 692, 526]
notice-body: The following person(s) is (are) doing business as: BETTY'S STORE COME OUT, 5555 E CESAR E CHAVEZ AVE, LOS ANGELES, CA 90022. Full name of registrant(s) is (are) BETTY RODRIGUEZ GASCA, 5555 E CESAR E CHAVEZ AVE, LOS ANGELES, CA 90022. This Business is conducted by: AN INDIVIDUAL. Signed: ALBERTA RODRIGUEZ GASCA. This statement was filed with the County Clerk of Los Angeles County on 02/27/2020.	[230, 1026, 456, 1086]
fbn-notice	[230, 78, 456, 161]
notice-heading: FICTITIOUS BUSINESS NAME STATEMENT FILE NO. 2020-045424	[466, 325, 692, 342]
notice-body: The following person(s) is (are) doing business as: BUSINESS ALACART, 3030 S LONG BEACH BLVD SUITE 200, LONG BEACH, CA 90807. Mailing address: PO BOX 8867, ORANGE, CA 90214. Full name of registrant(s) is (are) PHALYNX INC, 6000 N LONG BEACH BL SUITE 200, LONG BEACH, CA 90807. This Business is conducted by: A CORPORATION. Signed: MICHAEL T CASTON. This statement was filed with the County Clerk of Los Angeles County on 02/24/2020.	[466, 169, 692, 227]
fbn-notice	[702, 743, 928, 828]
fbn-notice	[702, 78, 928, 87]
column-rule	[933, 78, 934, 2546]
notice-heading: FICTITIOUS BUSINESS NAME STATEMENT FILE NO. 2020-040443	[466, 858, 692, 876]
notice-publication-dates: Dates Pub: March 07, 14, 21, 28, 2020	[702, 169, 817, 178]
fbn-notice	[702, 94, 928, 178]
notice-publication-dates: Dates Pub: March 07, 14, 21, 28, 2020	[230, 1085, 345, 1093]
masthead: Mountain Views News Saturday, March 7, 2020	[8, 53, 309, 68]
notice-body: The following person(s) is (are) doing business as: ANVISEC PROTECTIVE SERVICES, ANVITECH SECURITY SERVICES, 105 WEST OCEAN BLVD #7, LONG BEACH, CA 90802. Full name of registrant(s) is (are) ANVISEC LLC, 105 WEST OCEAN BLVD, SUITE 200, LONG BEACH, CA 90802. This Business is conducted by: AN INDIVIDUAL. Signed: EMMANUEL ANIHUH LATEJU. This statement was filed with the County Clerk of Los Angeles County on 02/26/2020.	[230, 843, 456, 902]
notice-heading: FICTITIOUS BUSINESS NAME STATEMENT FILE NO. 2020-044497	[938, 618, 1164, 636]
notice-body: The following person(s) is (are) doing business as: C'MAXX SERVICES, 8426 ALONDRA BLVD, PARAMOUNT, CA 90723. Mailing address: 7760 TWEEDY BLVD, SOUTH GATE, CA 90280. Full name of registrant(s) is (are) JENNIFER T. TRAN, 7760 TWEEDY BLVD SOUTH GATE, CA 90280; CHARLIE KHAI HOANG. This Business is conducted by: A MARRIED COUPLE. Signed: JENNIFER T. TRAN. This statement was filed with the County Clerk of Los Angeles County on 02/25/2020.	[466, 435, 692, 495]
signature-line: CNS-3343888#	[114, 2325, 185, 2337]
fbn-notice	[230, 1010, 456, 1094]
attorney-signature	[12, 1096, 185, 1122]
column-rule	[225, 78, 226, 2546]
fbn-notice	[702, 468, 928, 553]
